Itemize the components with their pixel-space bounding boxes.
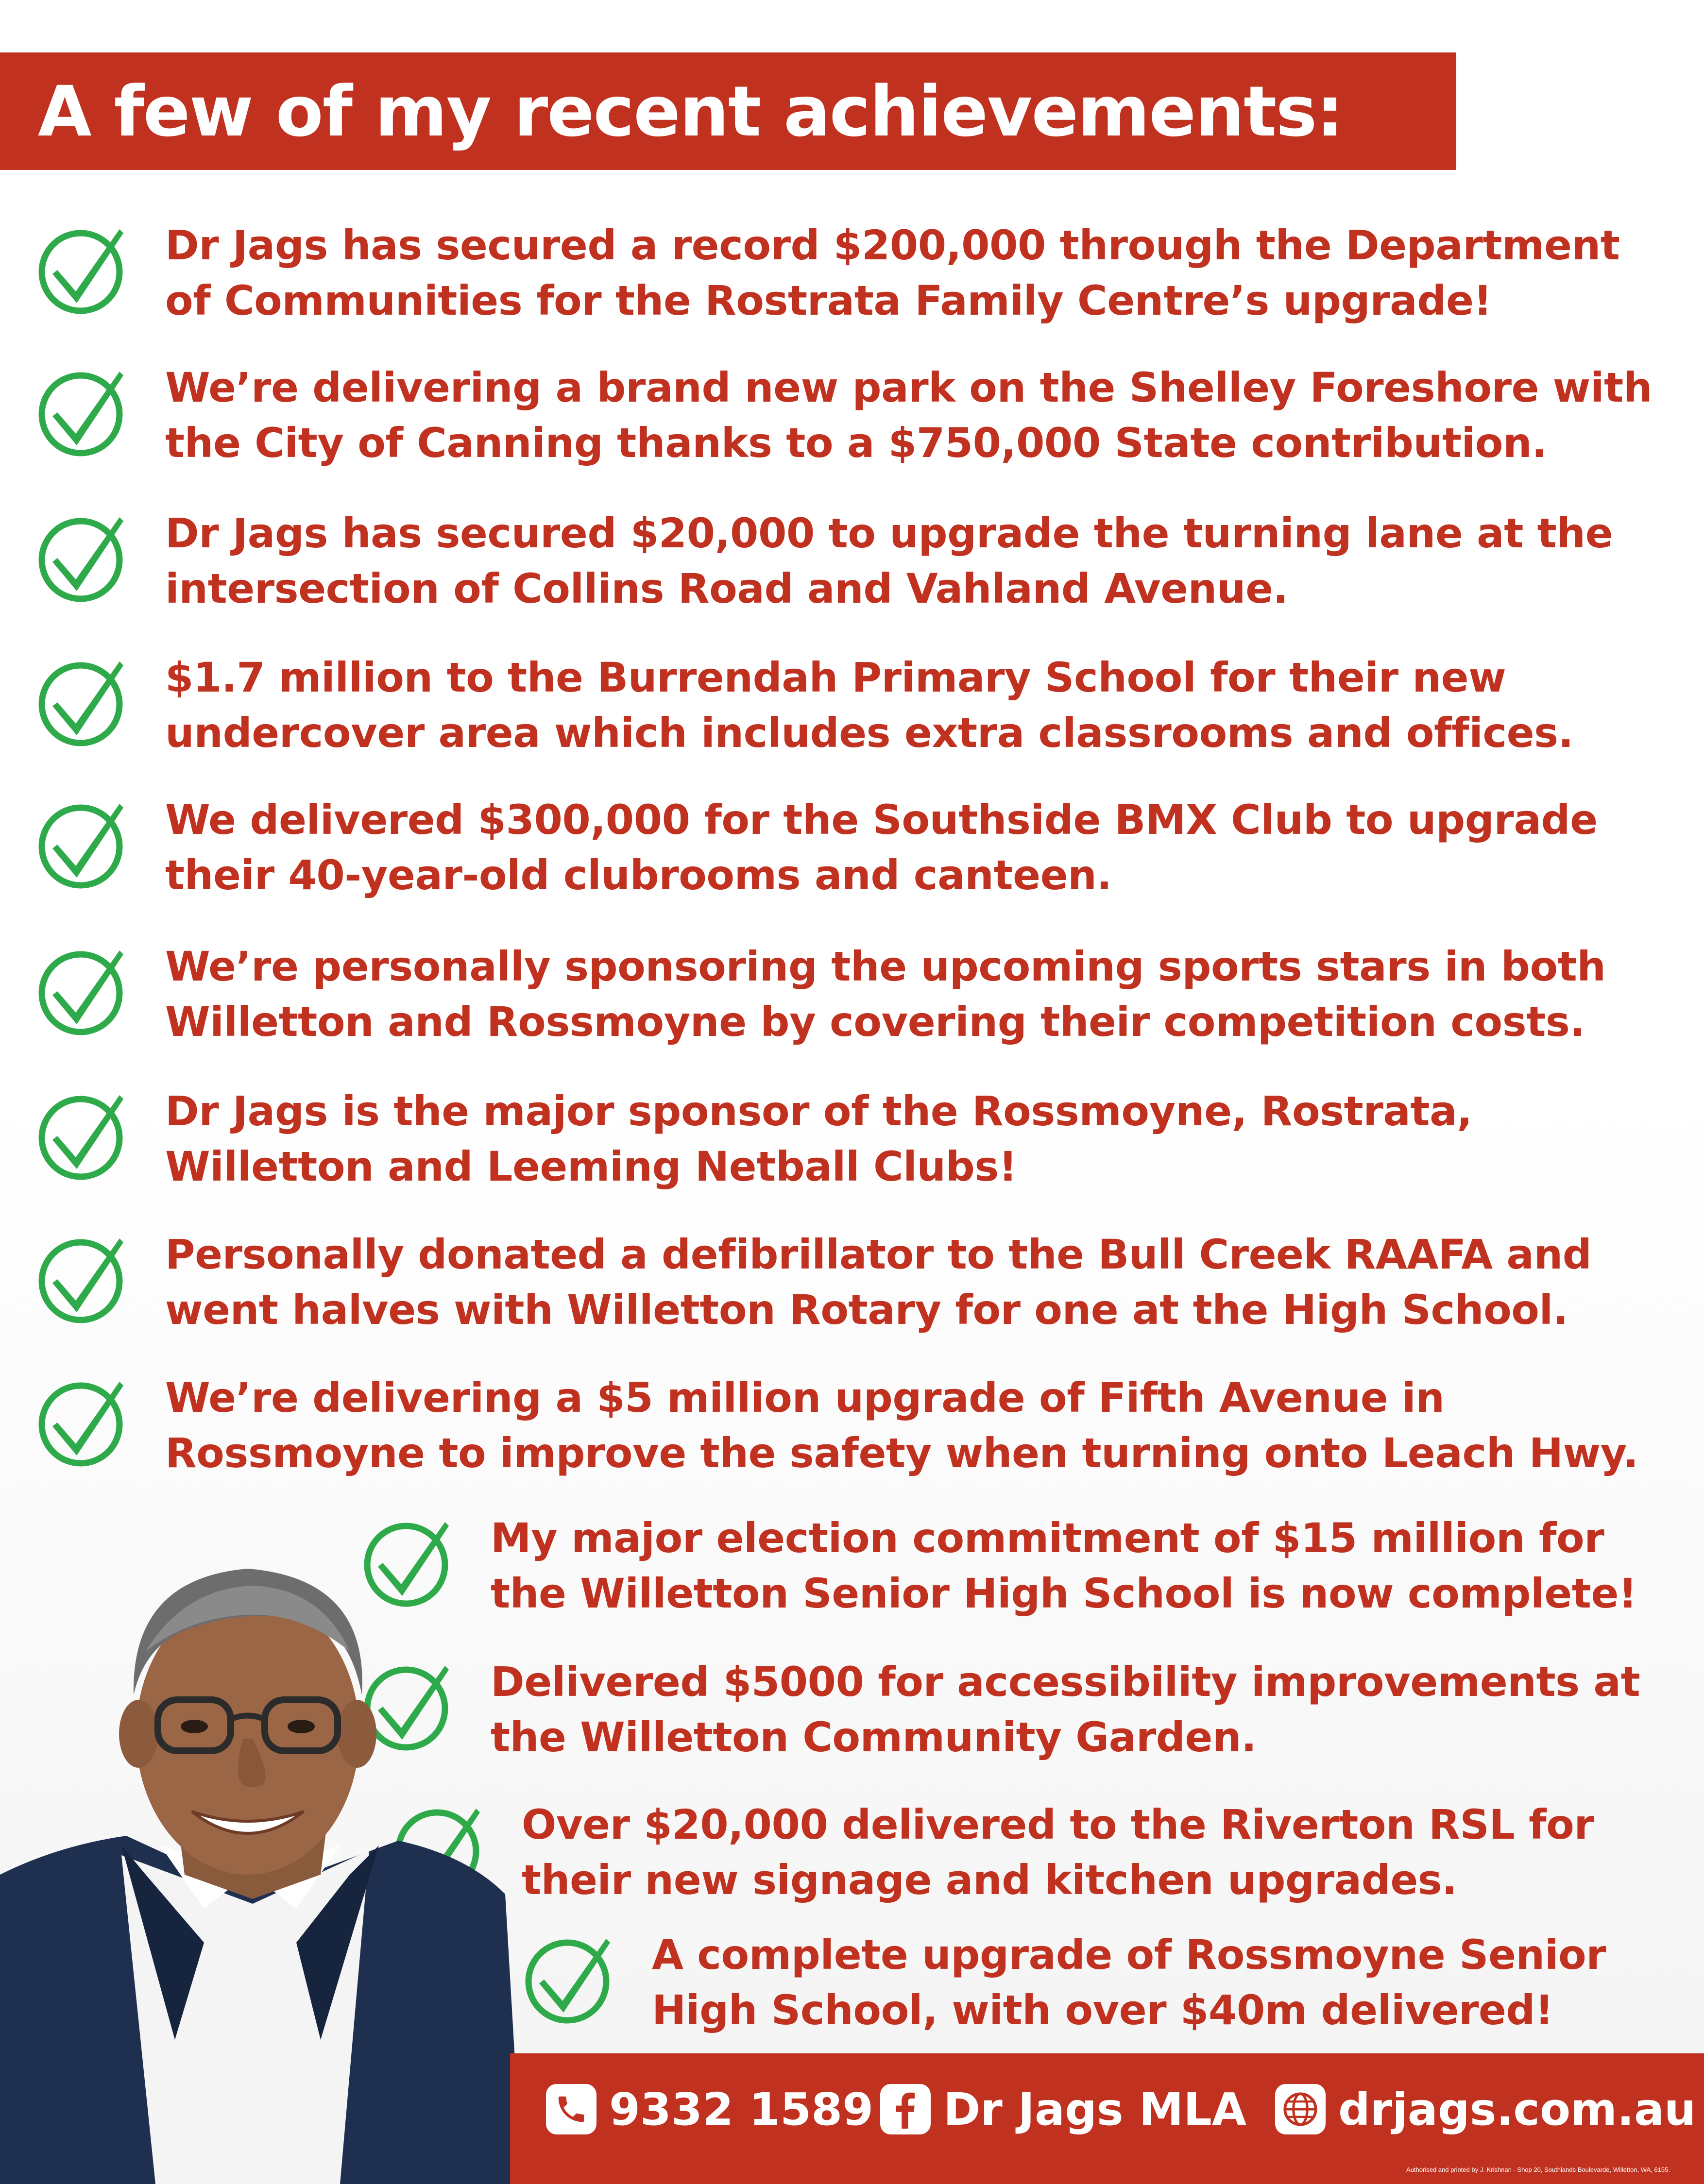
globe-icon bbox=[1275, 2084, 1326, 2134]
achievement-text: My major election commitment of $15 million for the Willetton Senior High School is now complete! bbox=[491, 1514, 1637, 1617]
check-circle-icon bbox=[38, 1376, 130, 1468]
footer-contact-bar bbox=[510, 2053, 1704, 2184]
facebook-handle: Dr Jags MLA bbox=[943, 2083, 1247, 2135]
achievement-text: Dr Jags has secured a record $200,000 through the Department of Communities for the Rostrata Family Centre’s upgrade! bbox=[165, 221, 1620, 324]
achievement-text: We’re delivering a $5 million upgrade of Fifth Avenue in Rossmoyne to improve the safety when turning onto Leach Hwy. bbox=[165, 1374, 1638, 1477]
facebook-icon bbox=[880, 2084, 931, 2134]
check-circle-icon bbox=[38, 656, 130, 748]
phone-number: 9332 1589 bbox=[609, 2083, 874, 2135]
check-circle-icon bbox=[38, 1089, 130, 1182]
phone-icon bbox=[546, 2084, 596, 2134]
achievement-text: Delivered $5000 for accessibility improvements at the Willetton Community Garden. bbox=[491, 1658, 1640, 1761]
achievement-text: A complete upgrade of Rossmoyne Senior High School, with over $40m delivered! bbox=[652, 1931, 1606, 2034]
achievement-text: We’re delivering a brand new park on the Shelley Foreshore with the City of Canning thanks to a $750,000 State contribution. bbox=[165, 364, 1653, 467]
candidate-portrait bbox=[0, 1506, 522, 2184]
achievement-text: Dr Jags is the major sponsor of the Rossmoyne, Rostrata, Willetton and Leeming Netball Clubs! bbox=[165, 1087, 1472, 1190]
check-circle-icon bbox=[38, 945, 130, 1037]
achievement-text: Over $20,000 delivered to the Riverton RSL for their new signage and kitchen upgrades. bbox=[522, 1801, 1594, 1904]
check-circle-icon bbox=[525, 1933, 617, 2025]
phone-contact[interactable] bbox=[546, 2082, 873, 2136]
authorisation-statement: Authorised and printed by J. Krishnan - Shop 20, Southlands Boulevarde, Willetton, WA, 6155. bbox=[1406, 2166, 1670, 2173]
achievement-text: Personally donated a defibrillator to the Bull Creek RAAFA and went halves with Willetton Rotary for one at the High School. bbox=[165, 1231, 1592, 1334]
check-circle-icon bbox=[38, 511, 130, 604]
achievement-text: We’re personally sponsoring the upcoming sports stars in both Willetton and Rossmoyne by covering their competition costs. bbox=[165, 943, 1606, 1046]
website-url: drjags.com.au bbox=[1338, 2083, 1696, 2135]
check-circle-icon bbox=[38, 1233, 130, 1325]
page-title: A few of my recent achievements: bbox=[38, 70, 1343, 152]
website-contact[interactable] bbox=[1275, 2082, 1696, 2136]
achievement-text: We delivered $300,000 for the Southside BMX Club to upgrade their 40-year-old clubrooms and canteen. bbox=[165, 796, 1598, 899]
check-circle-icon bbox=[38, 798, 130, 890]
header-banner bbox=[0, 52, 1456, 170]
achievement-text: Dr Jags has secured $20,000 to upgrade the turning lane at the intersection of Collins Road and Vahland Avenue. bbox=[165, 509, 1613, 612]
achievement-text: $1.7 million to the Burrendah Primary School for their new undercover area which includes extra classrooms and offices. bbox=[165, 654, 1574, 757]
check-circle-icon bbox=[38, 223, 130, 316]
check-circle-icon bbox=[38, 366, 130, 458]
facebook-contact[interactable] bbox=[880, 2082, 1246, 2136]
